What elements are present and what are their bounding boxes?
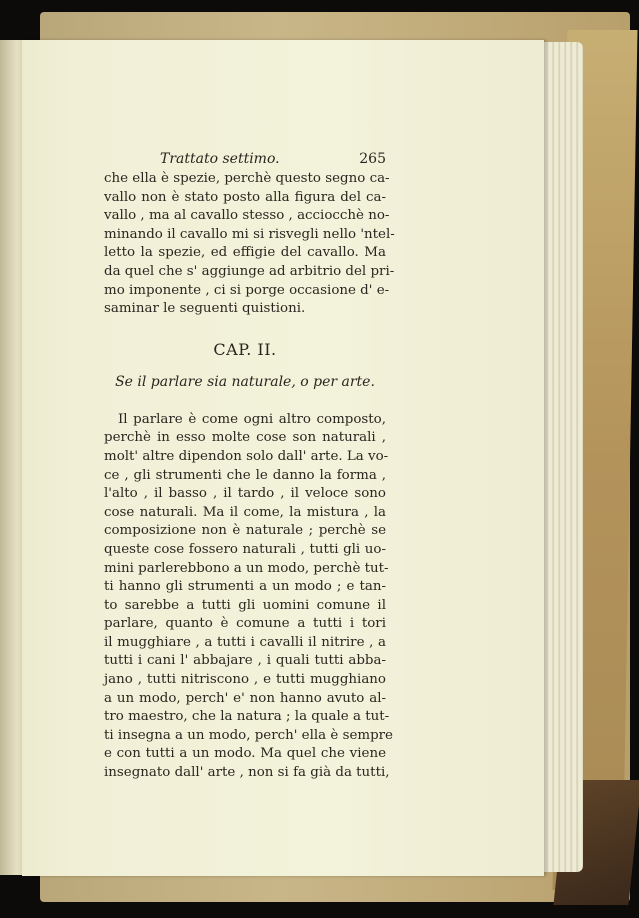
running-title: Trattato settimo. [160,151,280,167]
text-line: queste cose fossero naturali , tutti gli uo- [104,541,386,557]
text-line: saminar le seguenti quistioni. [104,301,306,317]
text-line: ti insegna a un modo, perch' ella è sempre [104,727,393,743]
running-header [104,150,386,169]
text-line: perchè in esso molte cose son naturali , [104,430,386,446]
text-line: mo imponente , ci si porge occasione d' e- [104,282,390,298]
chapter-heading: CAP. II. [213,339,277,359]
text-line: e con tutti a un modo. Ma quel che viene [104,746,386,762]
text-line: minando il cavallo mi si risvegli nello 'ntel- [104,226,395,242]
text-line: letto la spezie, ed effigie del cavallo. Ma [104,245,386,261]
text-line: tutti i cani l' abbajare , i quali tutti abba- [104,653,386,669]
text-line: vallo non è stato posto alla figura del ca- [104,189,386,205]
text-line: tro maestro, che la natura ; la quale a tut- [104,709,390,725]
text-line: composizione non è naturale ; perchè se [104,523,386,539]
paragraph-1 [104,170,395,319]
page-number: 265 [359,151,386,167]
text-line: cose naturali. Ma il come, la mistura , la [104,504,386,520]
chapter-subtitle: Se il parlare sia naturale, o per arte. [115,373,375,390]
page-text [104,150,395,783]
text-line: che ella è spezie, perchè questo segno ca- [104,171,390,186]
text-line: insegnato dall' arte , non si fa già da tutti, [104,765,390,781]
paragraph-2 [104,411,393,783]
text-line: ti hanno gli strumenti a un modo ; e tan- [104,579,386,595]
text-line: Il parlare è come ogni altro composto, [118,411,386,427]
text-line: molt' altre dipendon solo dall' arte. La vo- [104,448,389,464]
text-line: parlare, quanto è comune a tutti i tori [104,616,386,632]
text-line: l'alto , il basso , il tardo , il veloce sono [104,486,386,502]
text-line: to sarebbe a tutti gli uomini comune il [104,597,386,613]
text-line: il mugghiare , a tutti i cavalli il nitrire , a [104,634,386,650]
text-line: ce , gli strumenti che le danno la forma , [104,467,386,483]
text-line: vallo , ma al cavallo stesso , acciocchè no- [104,208,390,224]
text-line: da quel che s' aggiunge ad arbitrio del pri- [104,263,395,279]
text-line: jano , tutti nitriscono , e tutti mugghiano [104,672,386,688]
text-line: a un modo, perch' e' non hanno avuto al- [104,690,386,706]
text-line: mini parlerebbono a un modo, perchè tut- [104,560,389,576]
